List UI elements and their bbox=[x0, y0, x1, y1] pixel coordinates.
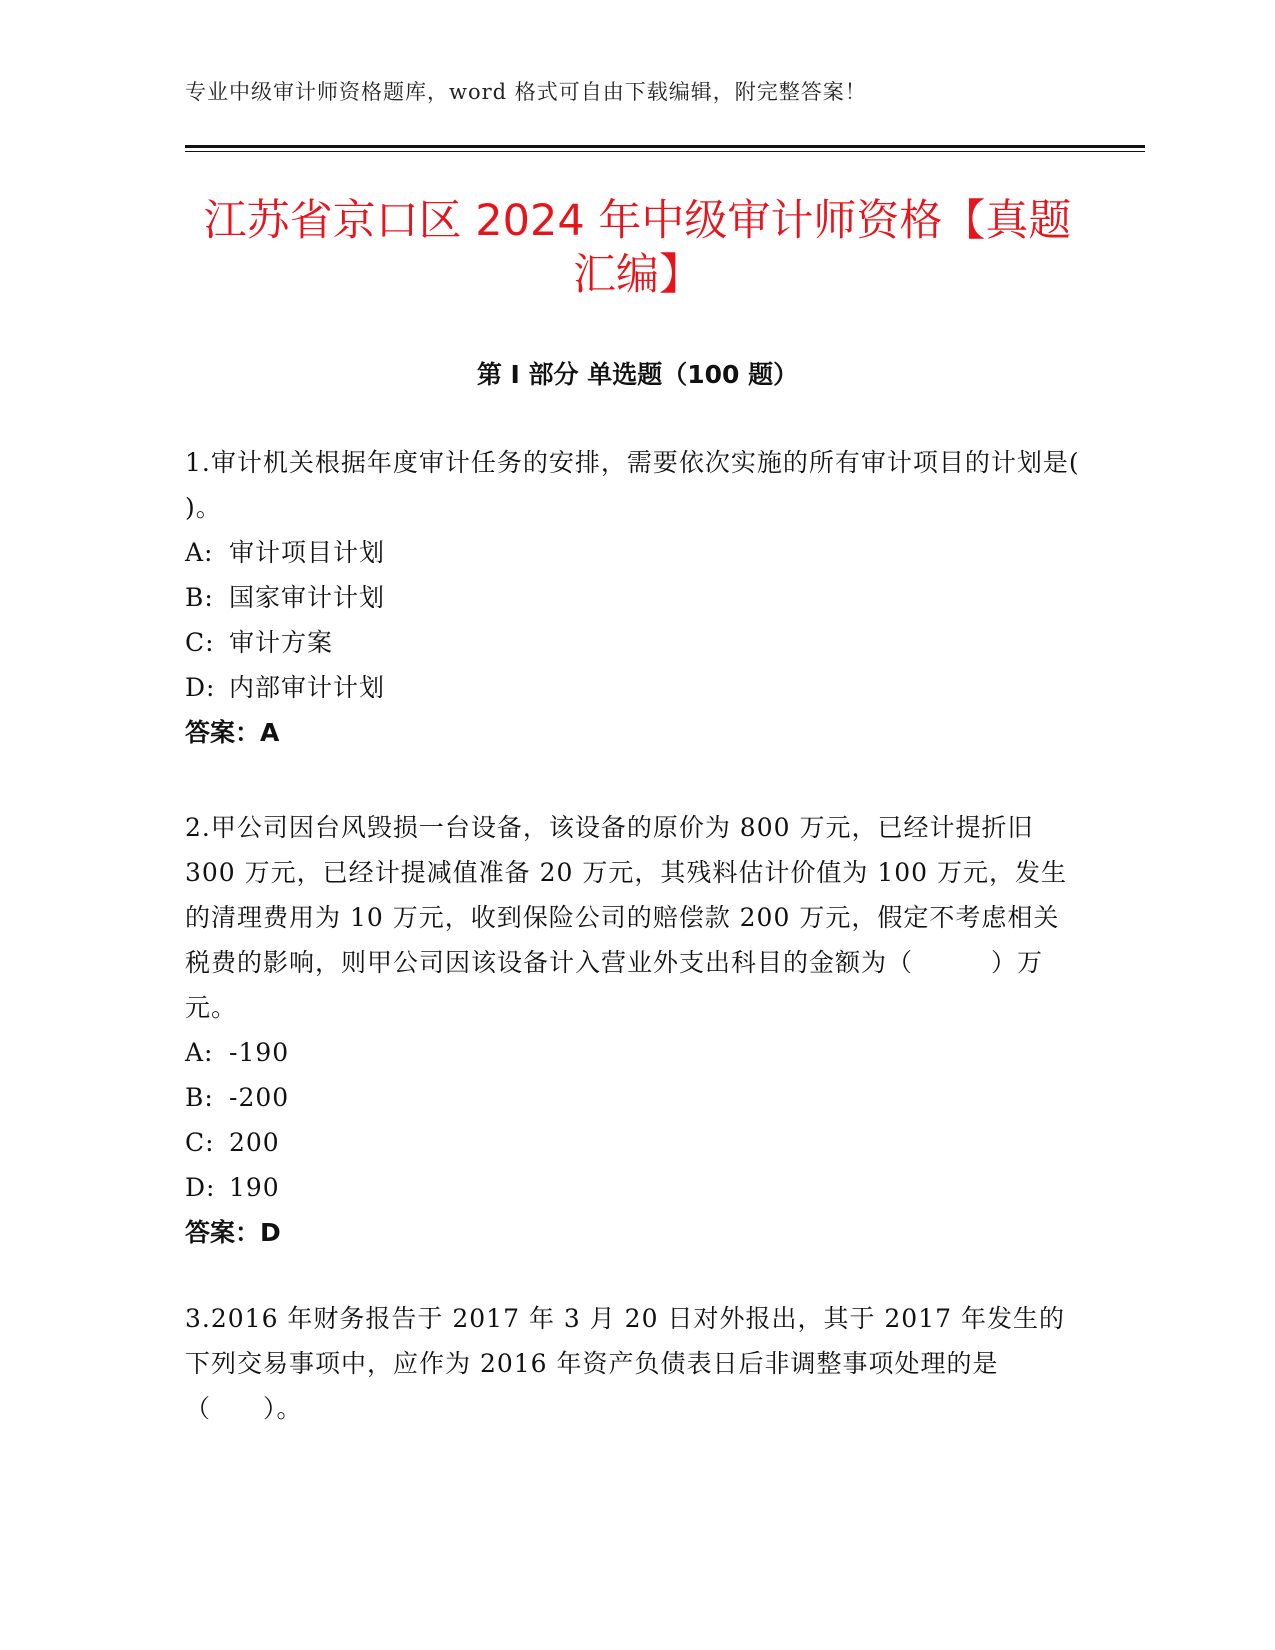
header-note: 专业中级审计师资格题库，word 格式可自由下载编辑，附完整答案！ bbox=[185, 80, 867, 104]
question-stem: 2.甲公司因台风毁损一台设备，该设备的原价为 800 万元，已经计提折旧 300 万元，已经计提减值准备 20 万元，其残料估计价值为 100 万元，发生的清理费用为 10 万元，收到保险公司的赔偿款 200 万元，假定不考虑相关税费的影响，则甲公司因该设备计入营业外支出科目的金额为（ ）万元。 bbox=[185, 813, 1067, 1022]
option-key: C: bbox=[185, 628, 215, 657]
option-key: C: bbox=[185, 1128, 215, 1157]
option-b bbox=[185, 575, 1080, 620]
option-c bbox=[185, 1120, 1080, 1165]
option-text: -200 bbox=[229, 1083, 290, 1112]
question-1 bbox=[185, 440, 1080, 755]
option-text: 190 bbox=[229, 1173, 280, 1202]
option-text: -190 bbox=[229, 1038, 290, 1067]
section-title: 第 I 部分 单选题（100 题） bbox=[476, 360, 799, 389]
option-key: D: bbox=[185, 1173, 216, 1202]
option-b bbox=[185, 1075, 1080, 1120]
option-d bbox=[185, 1165, 1080, 1210]
question-stem: 1.审计机关根据年度审计任务的安排，需要依次实施的所有审计项目的计划是( )。 bbox=[185, 448, 1080, 522]
option-key: B: bbox=[185, 1083, 214, 1112]
option-c bbox=[185, 620, 1080, 665]
header-rule-thick bbox=[185, 145, 1145, 148]
option-key: D: bbox=[185, 673, 216, 702]
option-key: A: bbox=[185, 1038, 214, 1067]
question-stem: 3.2016 年财务报告于 2017 年 3 月 20 日对外报出，其于 2017 年发生的下列交易事项中，应作为 2016 年资产负债表日后非调整事项处理的是（ ）。 bbox=[185, 1304, 1065, 1423]
option-text: 国家审计计划 bbox=[229, 583, 386, 612]
answer-label: 答案：A bbox=[185, 718, 280, 747]
option-text: 审计项目计划 bbox=[229, 538, 386, 567]
answer-label: 答案：D bbox=[185, 1218, 281, 1247]
document-title-line-1: 江苏省京口区 2024 年中级审计师资格【真题 bbox=[203, 196, 1072, 246]
option-key: A: bbox=[185, 538, 214, 567]
question-3 bbox=[185, 1296, 1080, 1431]
header-rule-thin bbox=[185, 151, 1145, 152]
option-a bbox=[185, 1030, 1080, 1075]
document-title bbox=[185, 194, 1090, 302]
option-d bbox=[185, 665, 1080, 710]
option-text: 内部审计计划 bbox=[229, 673, 386, 702]
option-a bbox=[185, 530, 1080, 575]
document-title-line-2: 汇编】 bbox=[573, 250, 702, 300]
question-2 bbox=[185, 805, 1080, 1255]
option-key: B: bbox=[185, 583, 214, 612]
option-text: 200 bbox=[229, 1128, 280, 1157]
option-text: 审计方案 bbox=[229, 628, 334, 657]
